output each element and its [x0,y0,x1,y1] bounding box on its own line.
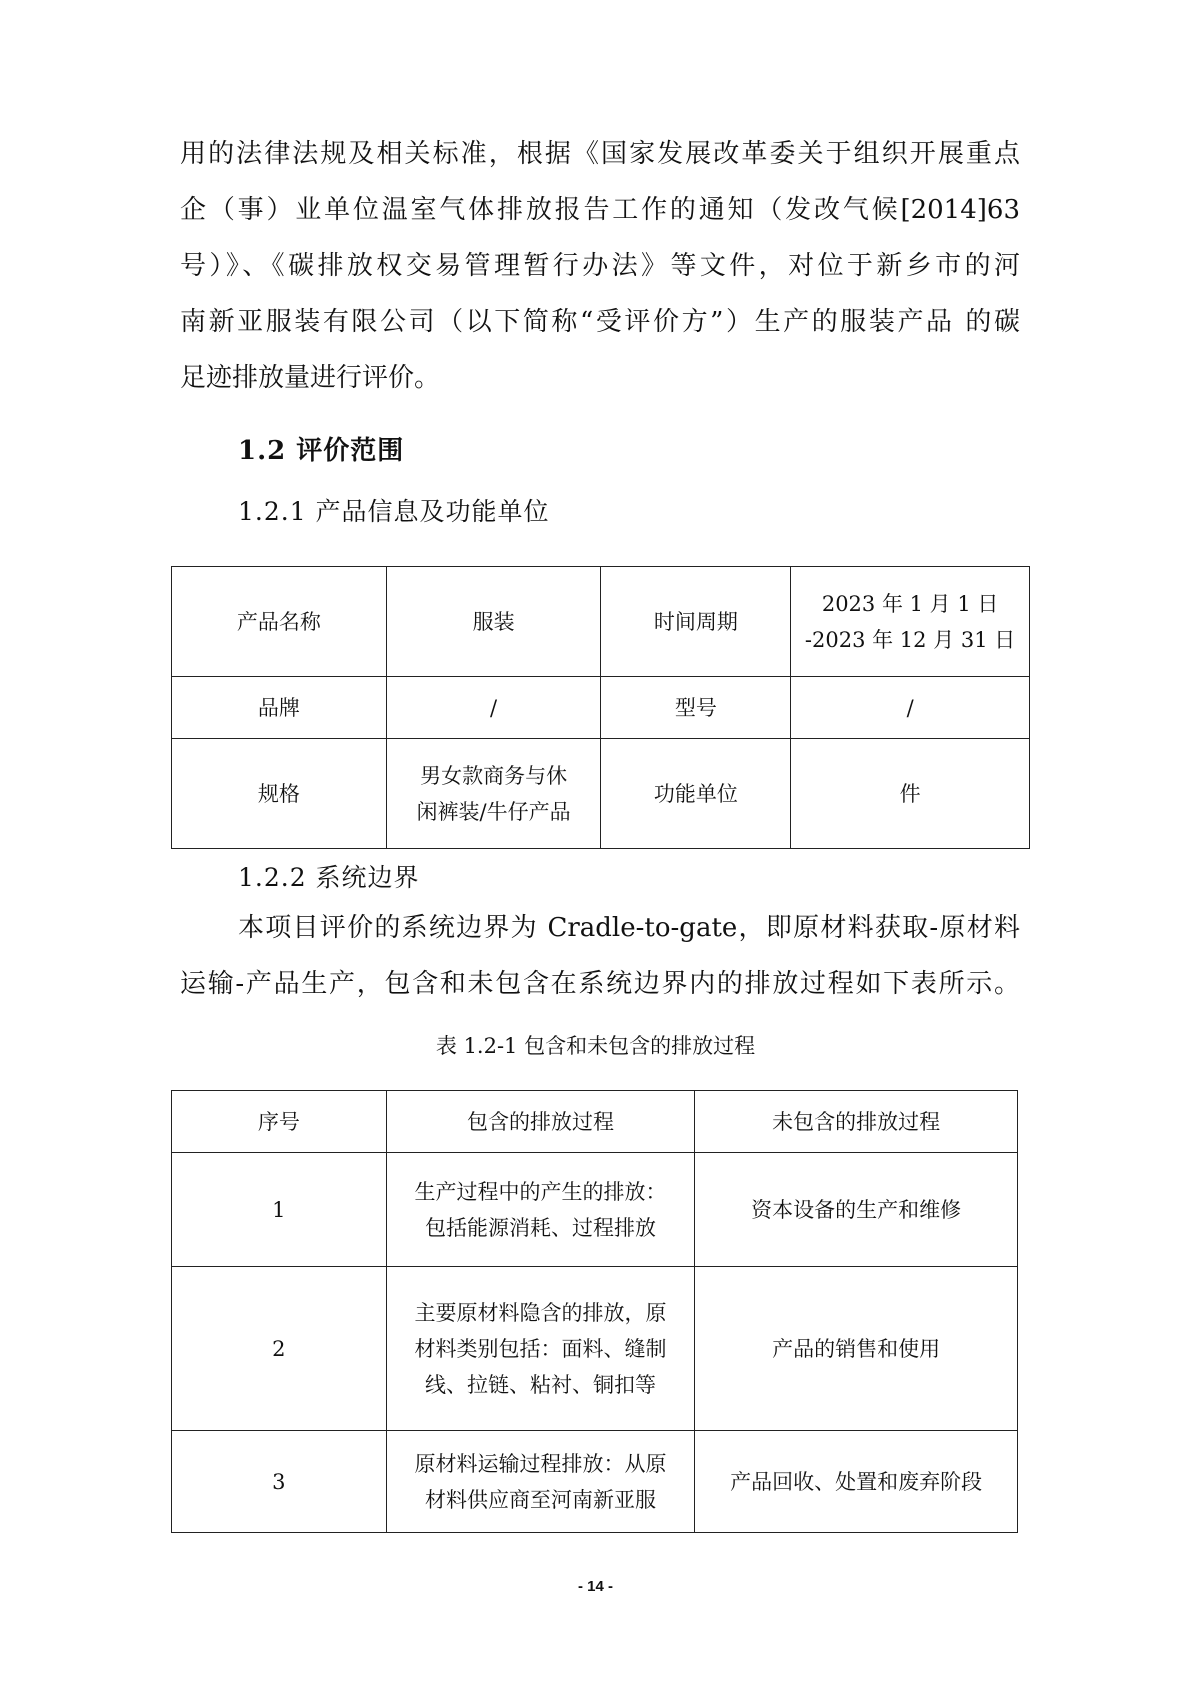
intro-line: 南新亚服装有限公司（以下简称“受评价方”）生产的服装产品 的碳 [180,307,1020,337]
product-name-label: 产品名称 [172,567,387,677]
header-included: 包含的排放过程 [386,1091,695,1153]
row-serial: 1 [172,1153,387,1267]
included-line: 材料供应商至河南新亚服 [425,1487,657,1512]
header-serial: 序号 [172,1091,387,1153]
intro-line: 用的法律法规及相关标准，根据《国家发展改革委关于组织开展重点 [180,139,1020,169]
boundary-line: 运输-产品生产，包含和未包含在系统边界内的排放过程如下表所示。 [180,969,1020,999]
table-row [172,1267,1018,1431]
section-heading: 1.2 评价范围 [238,436,405,466]
functional-unit-value: 件 [791,739,1030,849]
included-process [386,1267,695,1431]
included-line: 生产过程中的产生的排放： [414,1179,667,1204]
table-row [172,1431,1018,1533]
emission-process-table [171,1090,1018,1533]
product-info-table [171,566,1030,849]
spec-value-line: 男女款商务与休 [420,763,568,788]
subsection-heading-product-info: 1.2.1 产品信息及功能单位 [238,497,550,526]
intro-line: 号）》、《碳排放权交易管理暂行办法》等文件，对位于新乡市的河 [180,251,1020,281]
table-caption: 表 1.2-1 包含和未包含的排放过程 [435,1034,756,1058]
period-value-line: -2023 年 12 月 31 日 [804,627,1016,652]
table-row [172,739,1030,849]
functional-unit-label: 功能单位 [601,739,791,849]
intro-paragraph [180,126,1020,406]
page-number: - 14 - [577,1578,613,1595]
included-line: 主要原材料隐含的排放，原 [414,1300,667,1325]
spec-value-line: 闲裤装/牛仔产品 [416,799,571,824]
model-value: / [791,677,1030,739]
brand-value: / [386,677,601,739]
row-serial: 3 [172,1431,387,1533]
boundary-paragraph [180,900,1020,1012]
included-line: 原材料运输过程排放：从原 [414,1451,667,1476]
product-name-value: 服装 [386,567,601,677]
intro-line: 企（事）业单位温室气体排放报告工作的通知（发改气候[2014]63 [180,195,1020,225]
period-value-line: 2023 年 1 月 1 日 [821,591,999,616]
row-serial: 2 [172,1267,387,1431]
header-excluded: 未包含的排放过程 [695,1091,1018,1153]
spec-label: 规格 [172,739,387,849]
boundary-line: 本项目评价的系统边界为 Cradle-to-gate，即原材料获取-原材料 [238,913,1020,943]
period-value [791,567,1030,677]
included-line: 材料类别包括：面料、缝制 [414,1336,667,1361]
table-row [172,567,1030,677]
subsection-heading-system-boundary: 1.2.2 系统边界 [238,863,420,892]
included-process [386,1153,695,1267]
spec-value [386,739,601,849]
intro-line: 足迹排放量进行评价。 [180,363,441,393]
included-process [386,1431,695,1533]
table-header-row [172,1091,1018,1153]
included-line: 线、拉链、粘衬、铜扣等 [425,1372,657,1397]
table-row [172,677,1030,739]
table-row [172,1153,1018,1267]
excluded-process: 资本设备的生产和维修 [695,1153,1018,1267]
excluded-process: 产品的销售和使用 [695,1267,1018,1431]
period-label: 时间周期 [601,567,791,677]
included-line: 包括能源消耗、过程排放 [425,1215,657,1240]
excluded-process: 产品回收、处置和废弃阶段 [695,1431,1018,1533]
brand-label: 品牌 [172,677,387,739]
model-label: 型号 [601,677,791,739]
